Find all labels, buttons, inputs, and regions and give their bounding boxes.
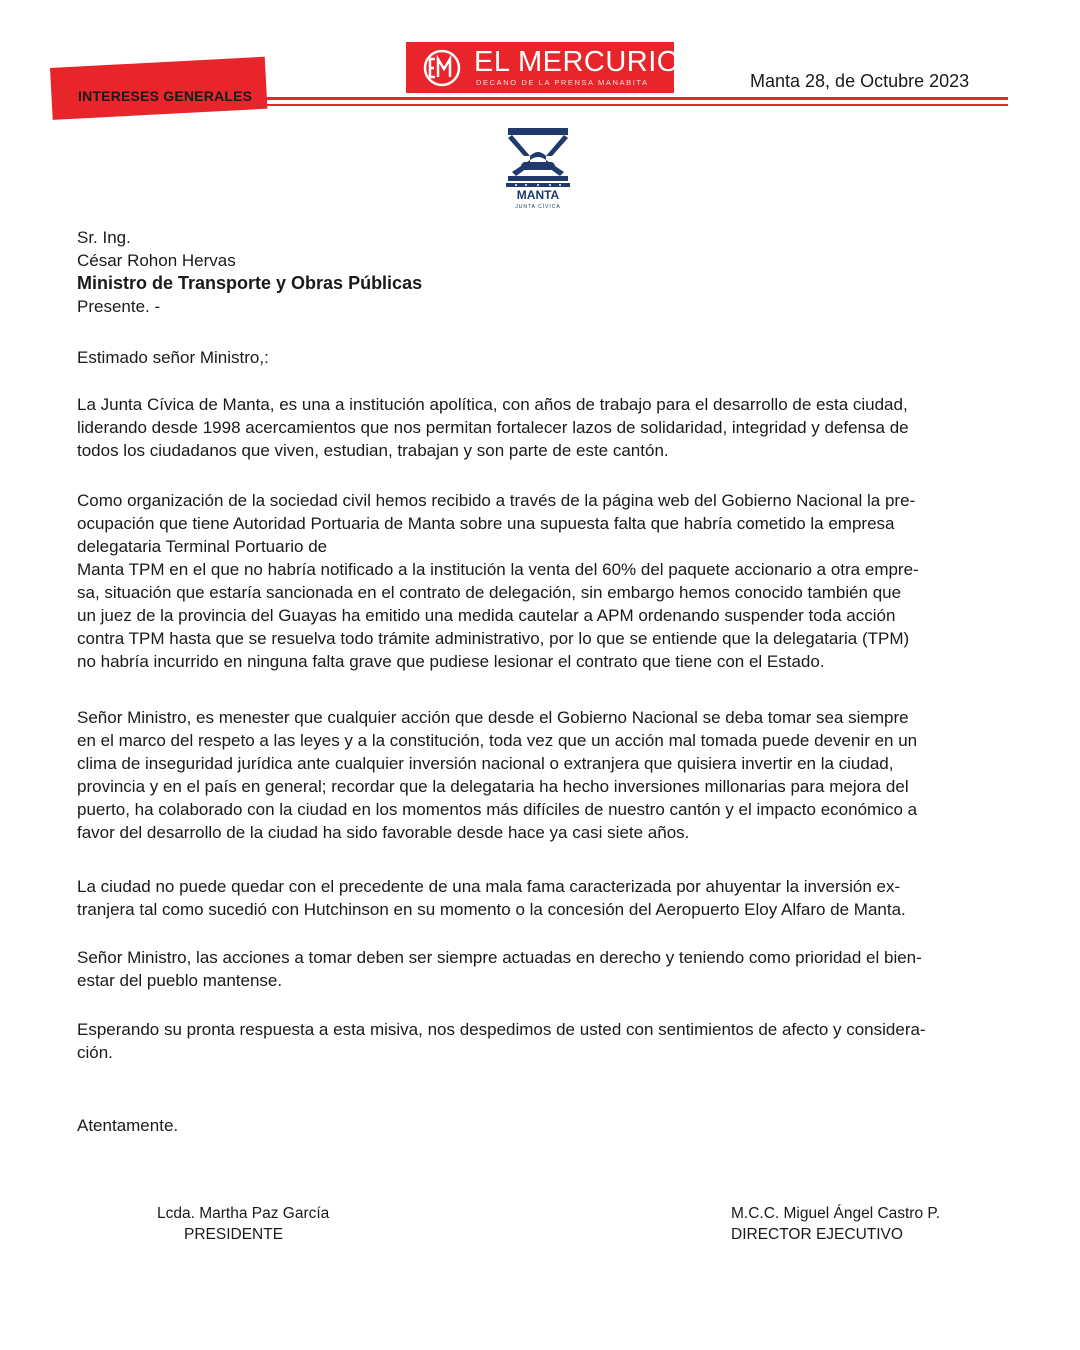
paragraph [77,489,919,673]
paragraph-line: liderando desde 1998 acercamientos que nos permitan fortalecer lazos de solidaridad, integridad y defensa de [77,418,909,437]
address-line: Sr. Ing. [77,228,131,247]
paragraph-line: no habría incurrido en ninguna falta grave que pudiese lesionar el contrato que tiene con el Estado. [77,652,825,671]
paragraph-line: Manta TPM en el que no habría notificado a la institución la venta del 60% del paquete accionario a otra empre- [77,560,919,579]
paragraph-line: Esperando su pronta respuesta a esta misiva, nos despedimos de usted con sentimientos de afecto y considera- [77,1020,926,1039]
signature-name: M.C.C. Miguel Ángel Castro P. [731,1205,941,1222]
paragraph-line: La ciudad no puede quedar con el precedente de una mala fama caracterizada por ahuyentar la inversión ex- [77,877,901,896]
signature-title: PRESIDENTE [184,1226,284,1243]
signature-left [157,1203,329,1245]
letter-date: Manta 28, de Octubre 2023 [750,71,970,91]
paragraph [77,946,922,992]
paragraph-line: contra TPM hasta que se resuelva todo trámite administrativo, por lo que se entiende que la delegataria (TPM) [77,629,910,648]
paragraph-line: en el marco del respeto a las leyes y a la constitución, toda vez que un acción mal tomada puede devenir en un [77,731,918,750]
paragraph-line: Señor Ministro, es menester que cualquier acción que desde el Gobierno Nacional se deba tomar sea siempre [77,708,909,727]
logo-subcaption: JUNTA CÍVICA [515,204,561,210]
signature-name: Lcda. Martha Paz García [157,1205,330,1222]
section-tag-label: INTERESES GENERALES [78,88,253,104]
header-rule-top [255,97,1008,100]
paragraph-line: estar del pueblo mantense. [77,971,283,990]
address-line: César Rohon Hervas [77,251,236,270]
paragraph-line: Como organización de la sociedad civil hemos recibido a través de la página web del Gobierno Nacional la pre- [77,491,916,510]
paragraph-line: delegataria Terminal Portuario de [77,537,328,556]
paragraph-line: Señor Ministro, las acciones a tomar deben ser siempre actuadas en derecho y teniendo como prioridad el bien- [77,948,922,967]
paragraph-line: puerto, ha colaborado con la ciudad en los momentos más difíciles de nuestro cantón y el impacto económico a [77,800,918,819]
signature-title: DIRECTOR EJECUTIVO [731,1226,903,1243]
paragraph-line: ción. [77,1043,113,1062]
paragraph [77,1018,926,1064]
paragraph-line: favor del desarrollo de la ciudad ha sido favorable desde hace ya casi siete años. [77,823,690,842]
logo-caption: MANTA [516,188,560,202]
recipient-title: Ministro de Transporte y Obras Públicas [77,273,423,293]
paragraph-line: La Junta Cívica de Manta, es una a institución apolítica, con años de trabajo para el desarrollo de esta ciudad, [77,395,908,414]
paragraph-line: ocupación que tiene Autoridad Portuaria de Manta sobre una supuesta falta que habría cometido la empresa [77,514,895,533]
masthead-title: EL MERCURIO [474,46,680,78]
paragraph-line: provincia y en el país en general; recordar que la delegataria ha hecho inversiones millonarias para mejora del [77,777,909,796]
masthead [406,42,680,93]
signature-right [731,1203,940,1245]
greeting: Estimado señor Ministro,: [77,348,269,367]
paragraph [77,706,917,844]
paragraph-line: un juez de la provincia del Guayas ha emitido una medida cautelar a APM ordenando suspender toda acción [77,606,896,625]
header-rule-bottom [255,104,1008,106]
paragraph-line: tranjera tal como sucedió con Hutchinson en su momento o la concesión del Aeropuerto Eloy Alfaro de Manta. [77,900,906,919]
paragraph [77,393,909,462]
address-block [77,226,422,318]
paragraph-line: todos los ciudadanos que viven, estudian, trabajan y son parte de este cantón. [77,441,669,460]
paragraph-line: sa, situación que estaría sancionada en el contrato de delegación, sin embargo hemos conocido también que [77,583,902,602]
paragraph-line: clima de inseguridad jurídica ante cualquier inversión nacional o extranjera que quisiera invertir en la ciudad, [77,754,894,773]
em-logo-icon [418,48,466,88]
masthead-subtitle: DECANO DE LA PRENSA MANABITA [476,78,649,87]
paragraph [77,875,906,921]
junta-civica-manta-logo-icon [500,126,576,212]
closing: Atentamente. [77,1116,179,1135]
address-line: Presente. - [77,297,161,316]
